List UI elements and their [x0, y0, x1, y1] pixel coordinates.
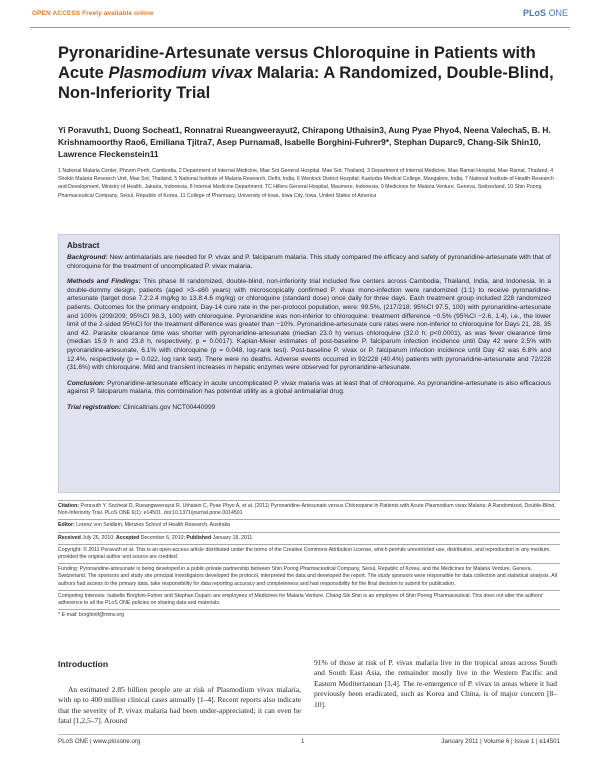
editor — [58, 519, 560, 531]
logo-plos: PLoS — [522, 8, 546, 18]
footer-journal[interactable]: PLoS ONE | www.plosone.org — [58, 738, 141, 745]
citation-text: Poravuth Y, Socheat D, Rueangweerayut R, Uthaisin C, Pyae Phyo A, et al. (2011) Pyronaridine-Artesunate versus Chloroquine in Patients with Acute Plasmodium vivax Malaria: A Randomized, Double-Blind, Non-Inferiority Trial. PLoS ONE 6(1): e14501. doi:10.1371/journal.pone.0014501 — [58, 503, 556, 517]
title-italic: Plasmodium vivax — [108, 64, 253, 82]
funding: Funding: Pyronaridine-artesunate is being developed in a public-private partnership between Shin Poong Pharmaceutical Company, Seoul, Republic of Korea, and the Medicines for Malaria Venture, Geneva, Switzerland. The sponsors and study site principal investigators developed the protocol, interpreted the data and developed the report. The study sponsors were responsible for data collection and statistical analysis. All authors had access to the primary data, take responsibility for data reporting accuracy and completeness and had responsibility for the final decision to submit for publication. — [58, 563, 560, 590]
title-part-1: Pyronaridine-Artesunate versus Chloroquine in Patients with Acute — [58, 44, 536, 82]
citation-lead: Citation: — [58, 503, 80, 509]
abstract-methods — [67, 278, 551, 373]
received-lead: Received — [58, 534, 81, 541]
header-divider — [30, 27, 570, 28]
copyright: Copyright: © 2011 Poravuth et al. This is an open-access article distributed under the terms of the Creative Commons Attribution License, which permits unrestricted use, distribution, and reproduction in any medium, provided the original author and source are credited. — [58, 544, 560, 563]
methods-text: This phase III randomized, double-blind, non-inferiority trial included five centers across Cambodia, Thailand, India, and Indonesia. In a double-dummy design, patients (aged >3–≤60 years) with microscopically confirmed P. vivax mono-infection were randomized (1:1) to receive pyronaridine-artesunate (target dose 7.2:2.4 mg/kg to 13.8:4.6 mg/kg) or chloroquine (standard dose) once daily for three days. Each treatment group included 228 randomized patients. Outcomes for the primary endpoint, Day-14 cure rate in the per-protocol population, were: 99.5%, (217/218; 95%CI 97.5, 100) with pyronaridine-artesunate and 100% (209/209; 95%CI 98.3, 100) with chloroquine. Pyronaridine was non-inferior to chloroquine: treatment difference −0.5% (95%CI −2.6, 1.4), i.e., the lower limit of the 2-sided 95%CI for the treatment difference was greater than −10%. Pyronaridine-artesunate cure rates were non-inferior to chloroquine for Days 21, 28, 35 and 42. Parasite clearance time was shorter with pyronaridine-artesunate (median 23.0 h) versus chloroquine (32.0 h; p<0.0001), as was fever clearance time (median 15.9 h and 23.8 h, respectively; p = 0.0017). Kaplan-Meier estimates of post-baseline P. falciparum infection incidence until Day 42 were 2.5% with pyronaridine-artesunate, 6.1% with chloroquine (p = 0.048, log-rank test). Post-baseline P. vivax or P. falciparum infection incidence until Day 42 was 6.8% and 12.4%, respectively (p = 0.022, log rank test). There were no deaths. Adverse events occurred in 92/228 (40.4%) patients with pyronaridine-artesunate and 72/228 (31.6%) with chloroquine. Mild and transient increases in hepatic enzymes were observed for pyronaridine-artesunate. — [67, 278, 551, 372]
published-lead: Published — [186, 534, 212, 541]
plos-one-logo — [523, 8, 568, 18]
journal-header — [30, 8, 570, 28]
introduction-heading: Introduction — [58, 659, 109, 669]
published-text: January 18, 2011 — [211, 534, 253, 541]
conclusion-lead: Conclusion: — [67, 379, 106, 387]
footer-page-number: 1 — [301, 738, 305, 745]
title-part-2: Malaria: A Randomized, Double-Blind, Non-Inferiority Trial — [58, 64, 554, 102]
abstract-trial — [67, 404, 551, 413]
footer-issue: January 2011 | Volume 6 | Issue 1 | e14501 — [441, 738, 560, 745]
editor-lead: Editor: — [58, 522, 75, 529]
logo-one: ONE — [548, 8, 568, 18]
affiliations: 1 National Malaria Center, Phnom Penh, Cambodia, 2 Department of Internal Medicine, Mae Sot General Hospital, Mae Sot, Thailand, 3 Department of Internal Medicine, Mae Ramat Hospital, Mae Ramat, Thailand, 4 Shoklo Malaria Research Unit, Mae Sot, Thailand, 5 National Institute of Malaria Research, Delhi, India, 6 Wenlock District Hospital; Kasturba Medical College, Mangalore, India, 7 National Institute of Health Research and Development, Ministry of Health, Jakarta, Indonesia, 8 Internal Medicine Department, TC Hillers General Hospital, Maumere, Indonesia, 9 Medicines for Malaria Venture, Geneva, Switzerland, 10 Shin Poong Pharmaceutical Company, Seoul, Republic of Korea, 11 College of Pharmacy, University of Iowa, Iowa City, Iowa, United States of America — [58, 168, 554, 199]
trial-text[interactable]: Clinicaltrials.gov NCT00440999 — [121, 403, 216, 411]
background-text: New antimalarials are needed for P. vivax and P. falciparum malaria. This study compared the efficacy and safety of pyronaridine-artesunate with that of chloroquine for the treatment of uncomplicated P. vivax malaria. — [67, 254, 551, 270]
background-lead: Background: — [67, 254, 108, 261]
accepted-text: December 6, 2010; — [139, 534, 187, 541]
competing-interests: Competing Interests: Isabelle Borghini-Fuhrer and Stephan Duparc are employees of Medicines for Malaria Venture. Chang-Sik Shin is an employee of Shin Poong Pharmaceutical. This does not alter the authors' adherence to all the PLoS ONE policies on sharing data and materials. — [58, 590, 560, 609]
dates — [58, 532, 560, 544]
citation — [58, 500, 560, 519]
intro-column-left: An estimated 2.85 billion people are at risk of Plasmodium vivax malaria, with up to 400 million clinical cases annually [1–4]. Recent reports also indicate that the severity of P. vivax malaria had been under-appreciated; it can even be fatal [1,2,5–7]. Around — [58, 685, 301, 726]
received-text: July 26, 2010; — [80, 534, 116, 541]
accepted-lead: Accepted — [115, 534, 140, 541]
abstract-background — [67, 254, 551, 271]
abstract-box — [58, 234, 560, 493]
abstract-conclusion — [67, 380, 551, 397]
conclusion-text: Pyronaridine-artesunate efficacy in acute uncomplicated P. vivax malaria was at least that of chloroquine. As pyronaridine-artesunate is also efficacious against P. falciparum malaria, this combination has potential utility as a global antimalarial drug. — [67, 379, 551, 396]
editor-text: Lorenz von Seidlein, Menzies School of Health Research, Australia — [74, 522, 230, 529]
trial-lead: Trial registration: — [67, 403, 122, 411]
footer-divider — [58, 734, 560, 735]
article-metadata — [58, 500, 560, 621]
article-title — [58, 43, 558, 103]
open-access-label: OPEN ACCESS Freely available online — [32, 10, 154, 17]
author-list: Yi Poravuth1, Duong Socheat1, Ronnatrai Rueangweerayut2, Chirapong Uthaisin3, Aung Pyae Phyo4, Neena Valecha5, B. H. Krishnamoorthy Rao6, Emiliana Tjitra7, Asep Purnama8, Isabelle Borghini-Fuhrer9*, Stephan Duparc9, Chang-Sik Shin10, Lawrence Fleckenstein11 — [58, 125, 551, 159]
abstract-title: Abstract — [67, 241, 100, 250]
email[interactable]: * E-mail: borghinif@mmv.org — [58, 609, 560, 621]
methods-lead: Methods and Findings: — [67, 278, 141, 286]
intro-column-right: 91% of those at risk of P. vivax malaria live in the tropical areas across South and South East Asia, the remainder mostly live in the Western Pacific and Eastern Mediterranean [3,4]. The re-emergence of P. vivax in areas where it had previously been eradicated, such as Korea and China, is of major concern [8–10]. — [314, 658, 557, 709]
